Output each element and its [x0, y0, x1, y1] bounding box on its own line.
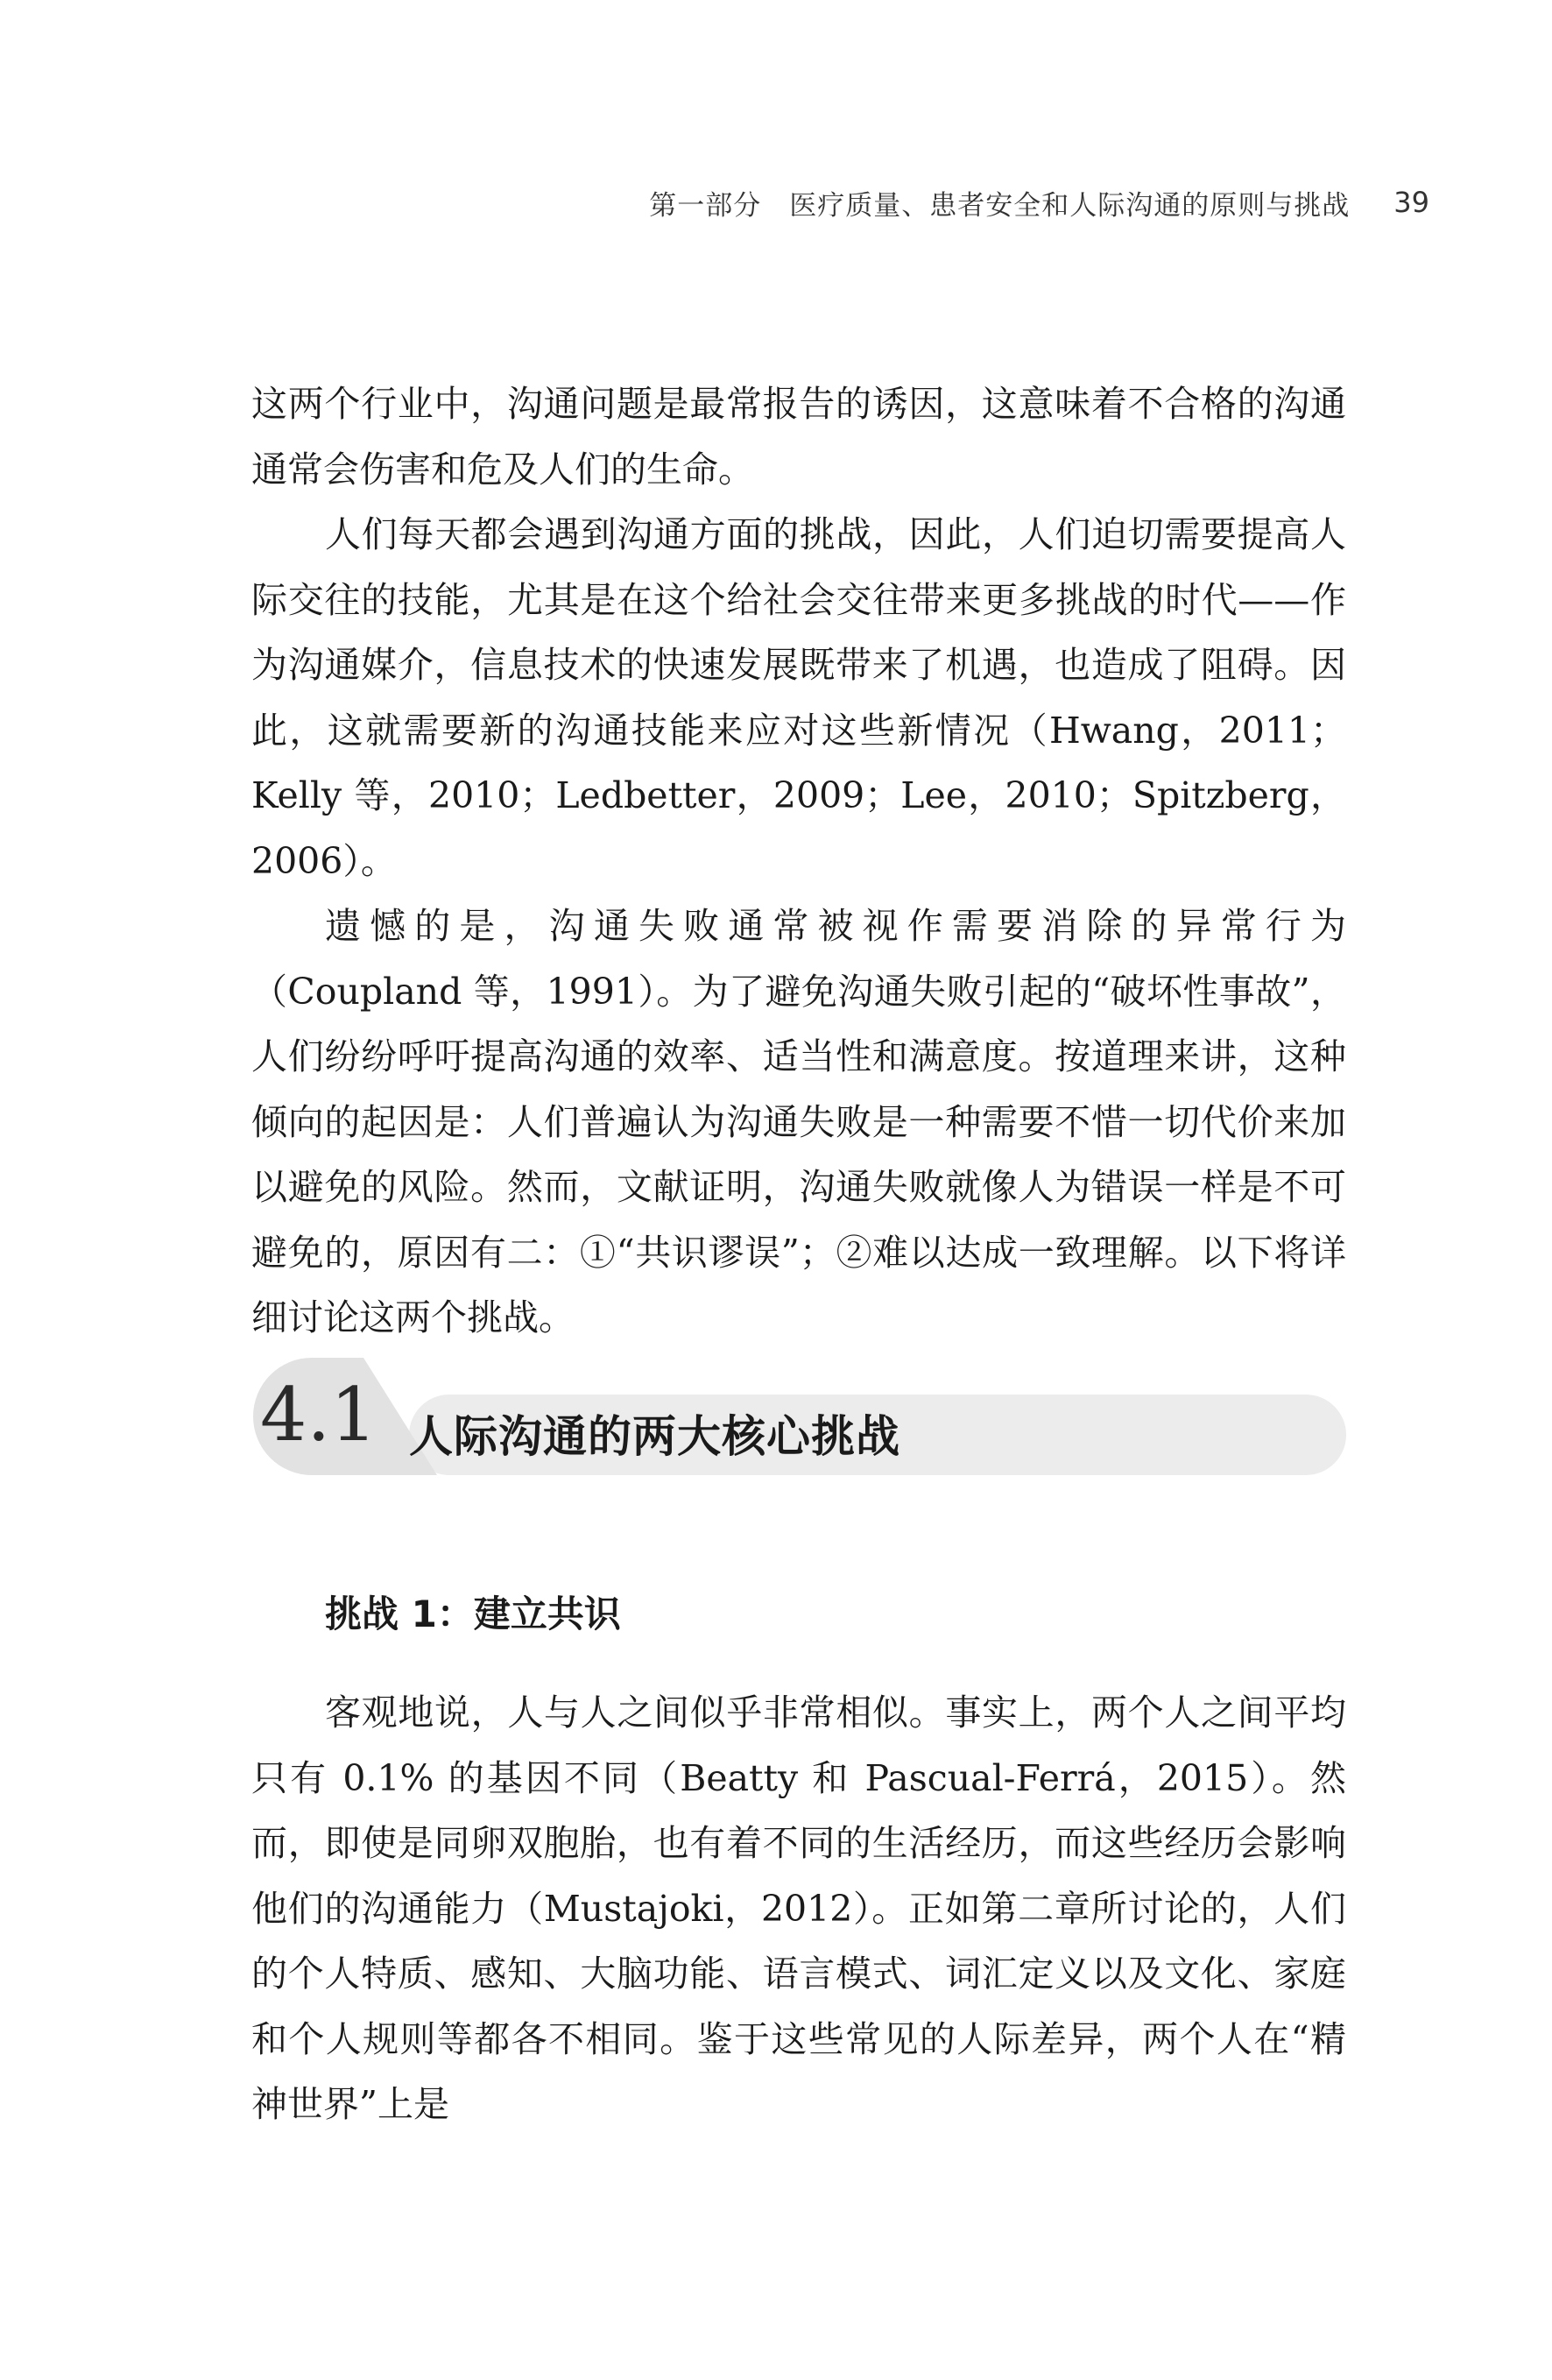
page-number: 39 — [1393, 186, 1429, 219]
running-header-title: 第一部分 医疗质量、患者安全和人际沟通的原则与挑战 — [649, 189, 1351, 222]
running-header — [649, 180, 1429, 224]
paragraph: 遗憾的是，沟通失败通常被视作需要消除的异常行为（Coupland 等，1991）。为了避免沟通失败引起的“破坏性事故”，人们纷纷呼吁提高沟通的效率、适当性和满意度。按道理来讲，这种倾向的起因是：人们普遍认为沟通失败是一种需要不惜一切代价来加以避免的风险。然而，文献证明，沟通失败就像人为错误一样是不可避免的，原因有二：①“共识谬误”；②难以达成一致理解。以下将详细讨论这两个挑战。 — [251, 905, 1346, 1338]
paragraph: 人们每天都会遇到沟通方面的挑战，因此，人们迫切需要提高人际交往的技能，尤其是在这个给社会交往带来更多挑战的时代——作为沟通媒介，信息技术的快速发展既带来了机遇，也造成了阻碍。因此，这就需要新的沟通技能来应对这些新情况（Hwang，2011；Kelly 等，2010；Ledbetter，2009；Lee，2010；Spitzberg，2006）。 — [251, 513, 1346, 882]
section-title: 人际沟通的两大核心挑战 — [409, 1411, 900, 1462]
section-number: 4.1 — [260, 1372, 377, 1458]
subsection-title: 挑战 1：建立共识 — [325, 1593, 621, 1635]
paragraph: 这两个行业中，沟通问题是最常报告的诱因，这意味着不合格的沟通通常会伤害和危及人们的生命。 — [251, 383, 1346, 491]
intro-text-block — [251, 371, 1346, 1351]
section-heading — [251, 1356, 1346, 1479]
paragraph: 客观地说，人与人之间似乎非常相似。事实上，两个人之间平均只有 0.1% 的基因不同（Beatty 和 Pascual-Ferrá，2015）。然而，即使是同卵双胞胎，也有着不同的生活经历，而这些经历会影响他们的沟通能力（Mustajoki，2012）。正如第二章所讨论的，人们的个人特质、感知、大脑功能、语言模式、词汇定义以及文化、家庭和个人规则等都各不相同。鉴于这些常见的人际差异，两个人在“精神世界”上是 — [251, 1691, 1346, 2125]
challenge-text-block — [251, 1680, 1346, 2137]
